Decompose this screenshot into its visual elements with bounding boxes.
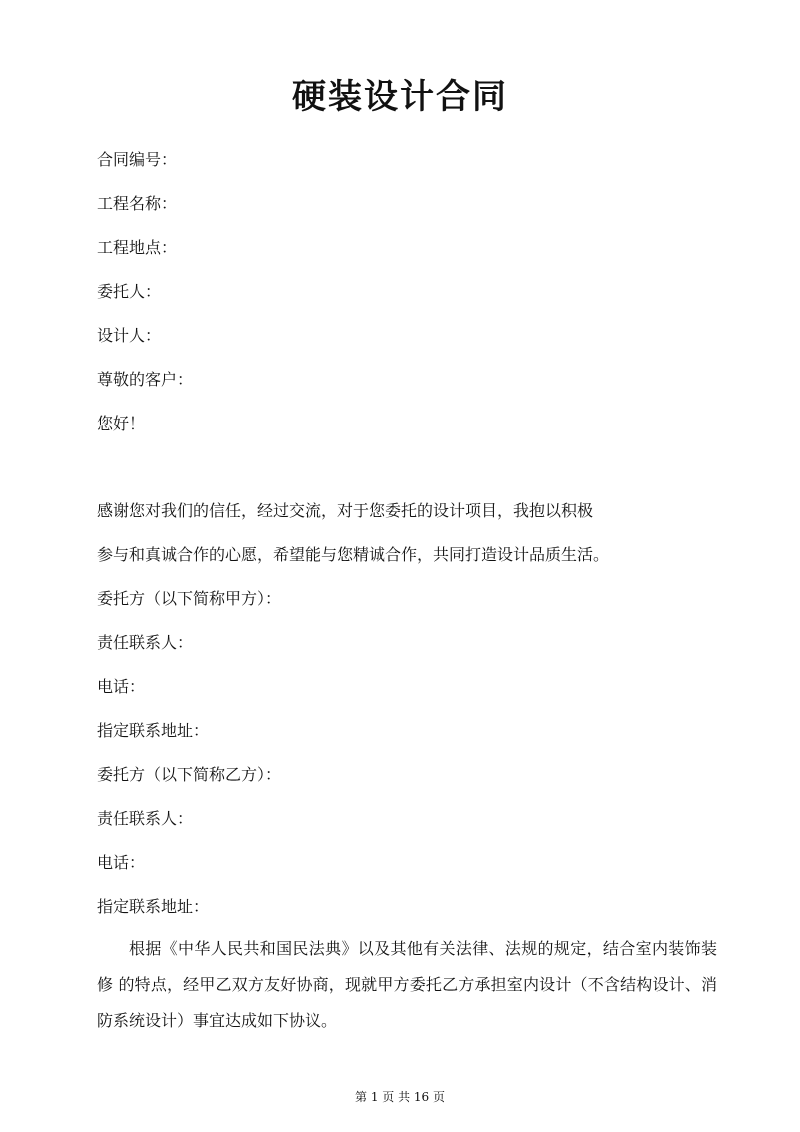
party-b-contact: 责任联系人： [97,809,194,828]
contract-number-field: 合同编号： [97,150,178,169]
agreement-paragraph: 根据《中华人民共和国民法典》以及其他有关法律、法规的规定，结合室内装饰装修 的特点，经甲乙双方友好协商，现就甲方委托乙方承担室内设计（不含结构设计、消防系统设计）事宜达成如下协议。 [97,939,717,1030]
document-title: 硬装设计合同 [292,77,508,117]
party-a-contact: 责任联系人： [97,633,194,652]
project-location-field: 工程地点： [97,238,178,257]
party-a-address: 指定联系地址： [97,721,210,740]
party-b-address: 指定联系地址： [97,897,210,916]
page-indicator: 第 1 页 共 16 页 [355,1090,445,1104]
party-a-phone: 电话： [97,677,146,696]
intro-line-2: 参与和真诚合作的心愿，希望能与您精诚合作，共同打造设计品质生活。 [97,545,610,564]
client-field: 委托人： [97,282,162,301]
greeting: 您好！ [97,414,146,433]
designer-field: 设计人： [97,326,162,345]
party-a-heading: 委托方（以下简称甲方）： [97,589,282,608]
salutation: 尊敬的客户： [97,370,194,389]
party-b-heading: 委托方（以下简称乙方）： [97,765,282,784]
intro-line-1: 感谢您对我们的信任，经过交流，对于您委托的设计项目，我抱以积极 [97,501,594,520]
project-name-field: 工程名称： [97,194,178,213]
party-b-phone: 电话： [97,853,146,872]
